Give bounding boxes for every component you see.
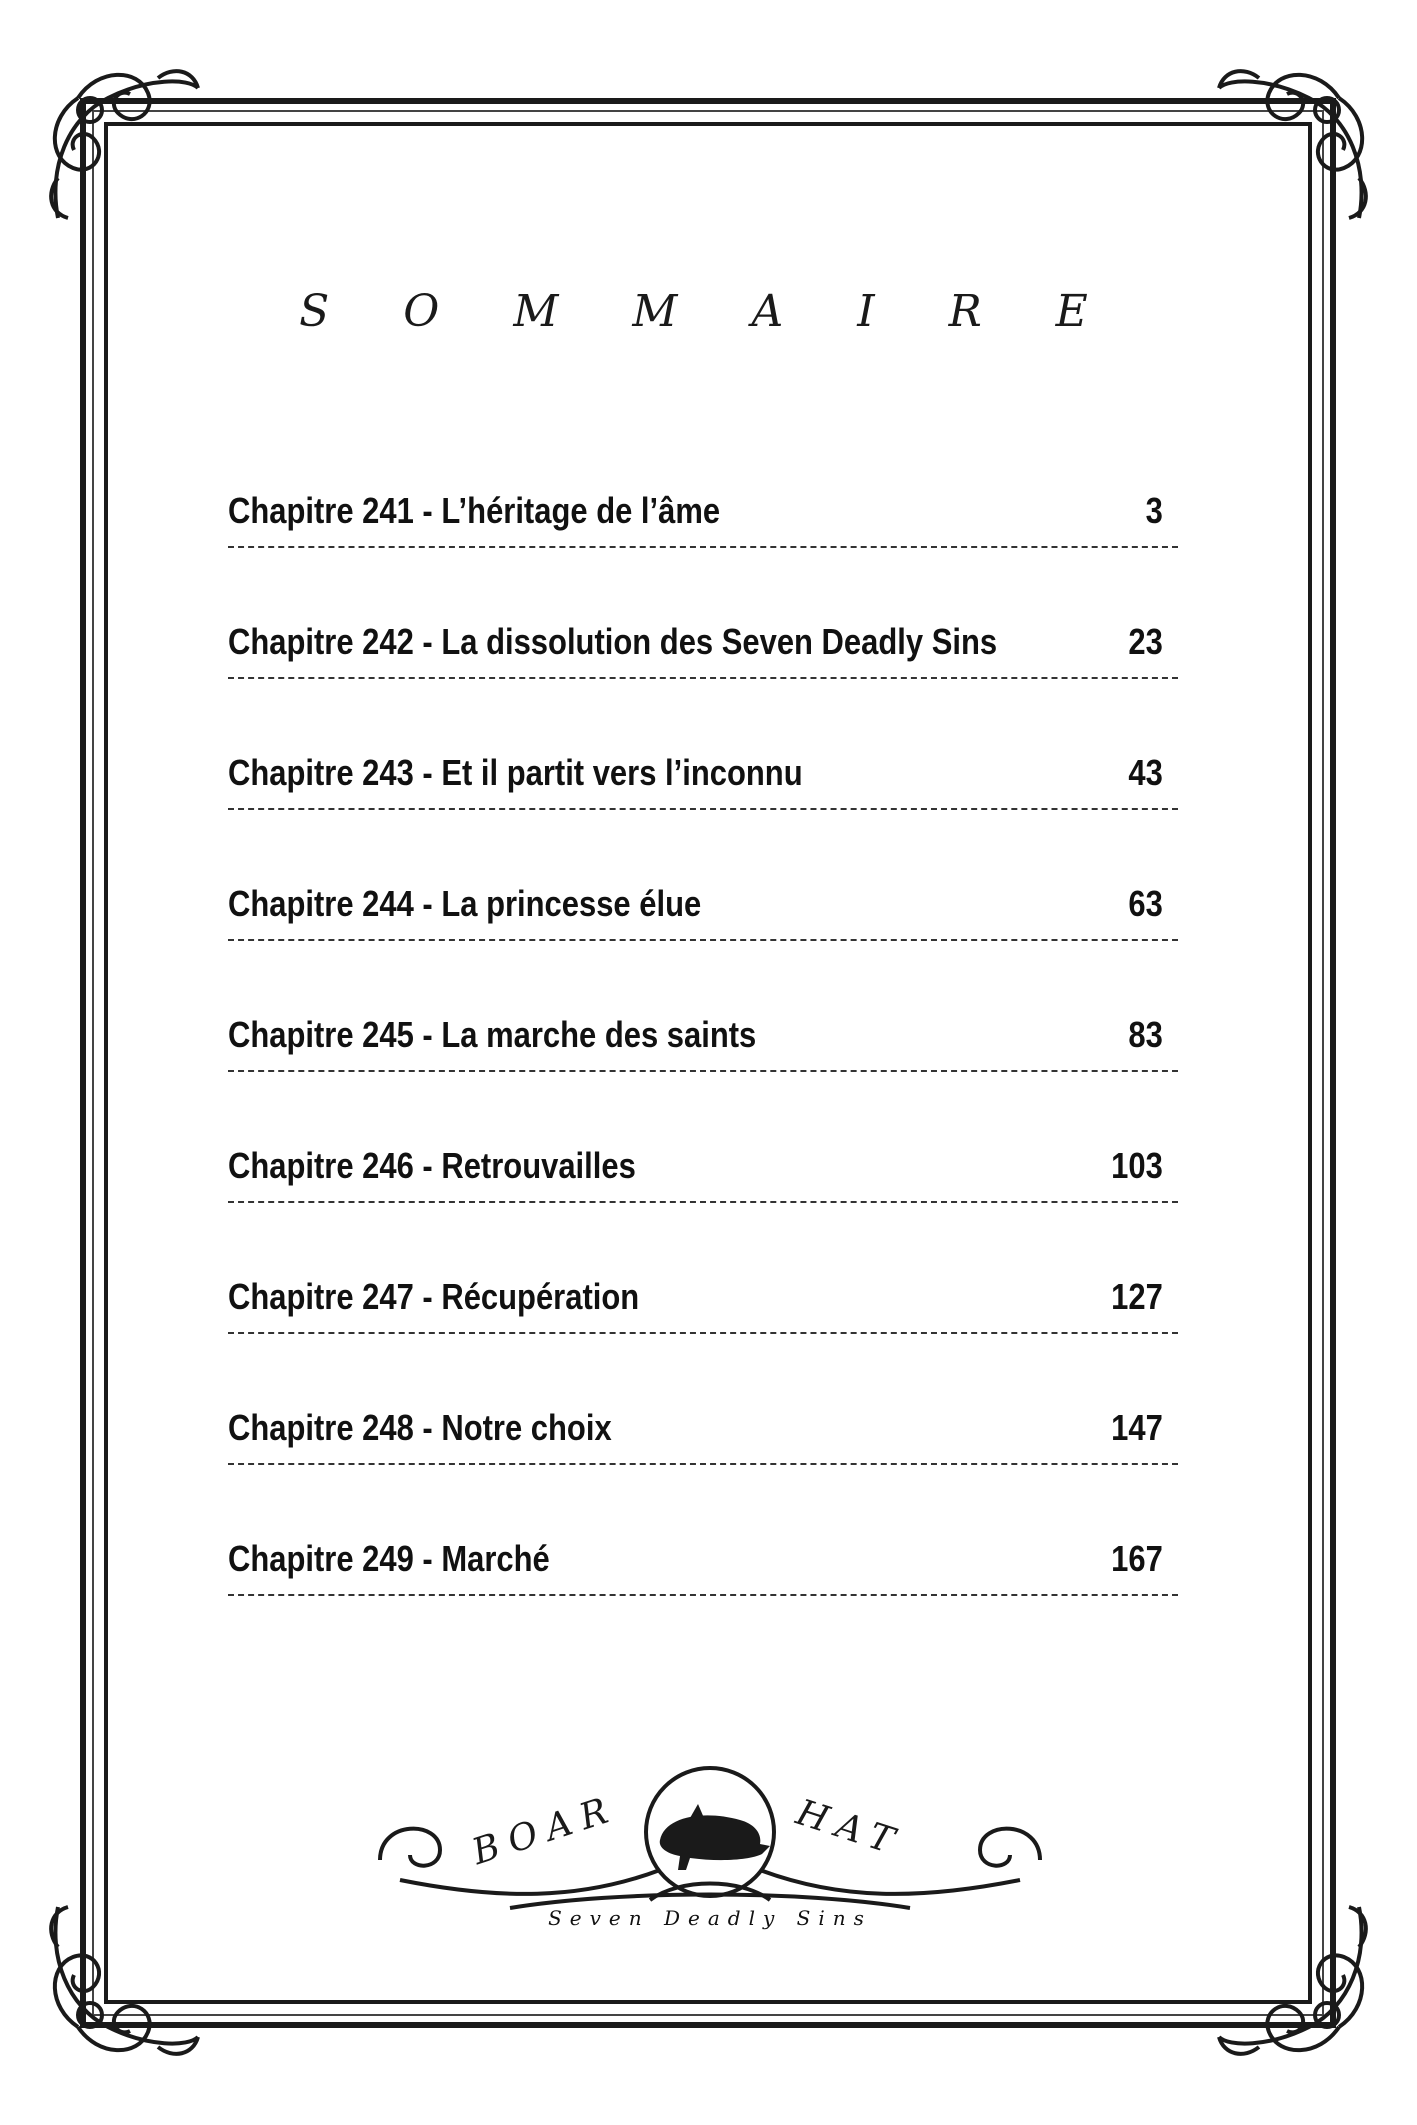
logo-word-right: HAT	[791, 1792, 909, 1865]
page-number: 167	[1111, 1538, 1163, 1579]
dashed-leader	[228, 546, 1178, 548]
dashed-leader	[228, 1332, 1178, 1334]
dashed-leader	[228, 1594, 1178, 1596]
ornament-corner-bottom-right-icon	[1209, 1897, 1379, 2067]
dashed-leader	[228, 939, 1178, 941]
page-number: 23	[1128, 621, 1163, 662]
toc-entry[interactable]	[228, 883, 1178, 1014]
page-number: 3	[1145, 490, 1163, 531]
toc-entry[interactable]	[228, 752, 1178, 883]
ornament-corner-top-right-icon	[1209, 58, 1379, 228]
table-of-contents	[228, 490, 1178, 1669]
chapter-title: Chapitre 247 - Récupération	[228, 1276, 640, 1317]
chapter-title: Chapitre 248 - Notre choix	[228, 1407, 612, 1448]
chapter-title: Chapitre 245 - La marche des saints	[228, 1014, 757, 1055]
page-number: 83	[1128, 1014, 1163, 1055]
boar-hat-logo	[360, 1750, 1060, 1950]
toc-entry[interactable]	[228, 1538, 1178, 1669]
toc-entry[interactable]	[228, 1145, 1178, 1276]
dashed-leader	[228, 1070, 1178, 1072]
page-title: S O M M A I R E	[299, 286, 1118, 337]
toc-entry[interactable]	[228, 621, 1178, 752]
ornament-corner-bottom-left-icon	[38, 1897, 208, 2067]
logo-subtitle: Seven Deadly Sins	[548, 1906, 872, 1930]
dashed-leader	[228, 1463, 1178, 1465]
logo-word-left: BOAR	[467, 1787, 623, 1874]
page-number: 103	[1111, 1145, 1163, 1186]
chapter-title: Chapitre 241 - L’héritage de l’âme	[228, 490, 721, 531]
ornament-corner-top-left-icon	[38, 58, 208, 228]
dashed-leader	[228, 808, 1178, 810]
chapter-title: Chapitre 249 - Marché	[228, 1538, 550, 1579]
dashed-leader	[228, 677, 1178, 679]
chapter-title: Chapitre 243 - Et il partit vers l’inconnu	[228, 752, 803, 793]
toc-entry[interactable]	[228, 1276, 1178, 1407]
toc-entry[interactable]	[228, 1014, 1178, 1145]
page-number: 63	[1128, 883, 1163, 924]
page-number: 127	[1111, 1276, 1163, 1317]
toc-entry[interactable]	[228, 490, 1178, 621]
chapter-title: Chapitre 244 - La princesse élue	[228, 883, 702, 924]
chapter-title: Chapitre 242 - La dissolution des Seven Deadly Sins	[228, 621, 998, 662]
toc-entry[interactable]	[228, 1407, 1178, 1538]
page-number: 147	[1111, 1407, 1163, 1448]
chapter-title: Chapitre 246 - Retrouvailles	[228, 1145, 636, 1186]
page-number: 43	[1128, 752, 1163, 793]
dashed-leader	[228, 1201, 1178, 1203]
